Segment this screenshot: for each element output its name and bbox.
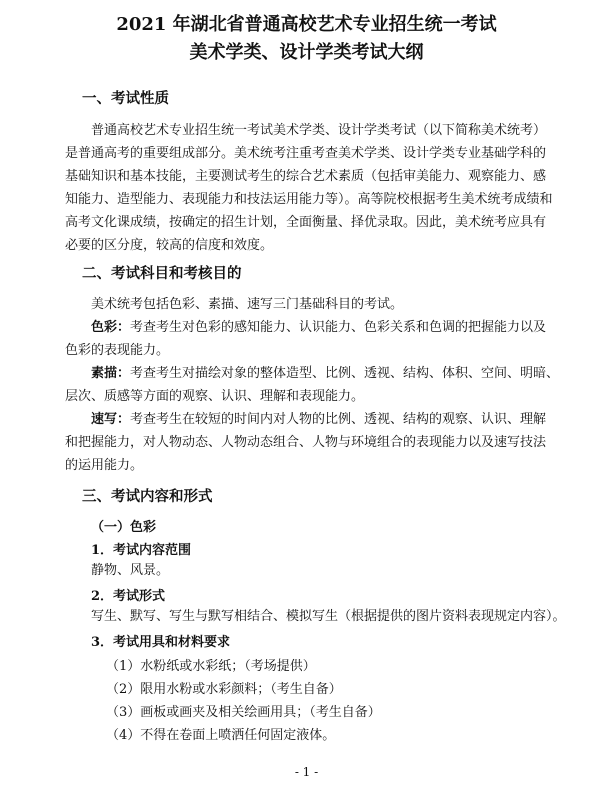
document-subtitle: 美术学类、设计学类考试大纲: [189, 42, 424, 63]
list-item: （4）不得在卷面上喷洒任何固定液体。: [106, 728, 336, 743]
paragraph-line: 和把握能力，对人物动态、人物动态组合、人物与环境组合的表现能力以及速写技法: [65, 435, 547, 450]
color-label: 色彩：: [91, 320, 131, 335]
section-heading-subjects: 二、考试科目和考核目的: [82, 265, 242, 282]
quick-sketch-label: 速写：: [91, 412, 131, 427]
paragraph-line: 高考文化课成绩，按确定的招生计划，全面衡量、择优录取。因此，美术统考应具有: [65, 215, 547, 230]
document-title: 2021 年湖北省普通高校艺术专业招生统一考试: [116, 14, 497, 35]
paragraph-line: 普通高校艺术专业招生统一考试美术学类、设计学类考试（以下简称美术统考）: [91, 123, 547, 138]
paragraph-text: 考查考生对描绘对象的整体造型、比例、透视、结构、体积、空间、明暗、: [130, 366, 560, 381]
quick-sketch-paragraph: [91, 408, 546, 431]
paragraph-line: 基础知识和基本技能，主要测试考生的综合艺术素质（包括审美能力、观察能力、感: [65, 169, 547, 184]
item-text: 静物、风景。: [91, 563, 170, 578]
paragraph-line: 的运用能力。: [65, 458, 144, 473]
item-heading: 3．考试用具和材料要求: [91, 635, 231, 650]
paragraph-line: 知能力、造型能力、表现能力和技法运用能力等）。高等院校根据考生美术统考成绩和: [65, 192, 553, 207]
color-paragraph: [91, 316, 546, 339]
paragraph-line: 是普通高考的重要组成部分。美术统考注重考查美术学类、设计学类专业基础学科的: [65, 146, 547, 161]
paragraph-text: 考查考生在较短的时间内对人物的比例、透视、结构的观察、认识、理解: [130, 412, 547, 427]
list-item: （3）画板或画夹及相关绘画用具；（考生自备）: [106, 705, 381, 720]
section-heading-nature: 一、考试性质: [82, 90, 169, 107]
item-heading: 1．考试内容范围: [91, 543, 192, 558]
paragraph-line: 层次、质感等方面的观察、认识、理解和表现能力。: [65, 389, 365, 404]
subsection-color: （一）色彩: [91, 520, 157, 535]
paragraph-line: 美术统考包括色彩、素描、速写三门基础科目的考试。: [91, 297, 404, 312]
paragraph-text: 考查考生对色彩的感知能力、认识能力、色彩关系和色调的把握能力以及: [130, 320, 547, 335]
item-text: 写生、默写、写生与默写相结合、模拟写生（根据提供的图片资料表现规定内容）。: [91, 609, 566, 624]
list-item: （1）水粉纸或水彩纸；（考场提供）: [106, 659, 316, 674]
paragraph-line: 必要的区分度，较高的信度和效度。: [65, 238, 274, 253]
section-heading-content: 三、考试内容和形式: [82, 488, 213, 505]
item-heading: 2．考试形式: [91, 589, 166, 604]
list-item: （2）限用水粉或水彩颜料；（考生自备）: [106, 682, 342, 697]
sketch-label: 素描：: [91, 366, 131, 381]
paragraph-line: 色彩的表现能力。: [65, 343, 170, 358]
sketch-paragraph: [91, 362, 560, 385]
page-number: - 1 -: [294, 765, 319, 779]
